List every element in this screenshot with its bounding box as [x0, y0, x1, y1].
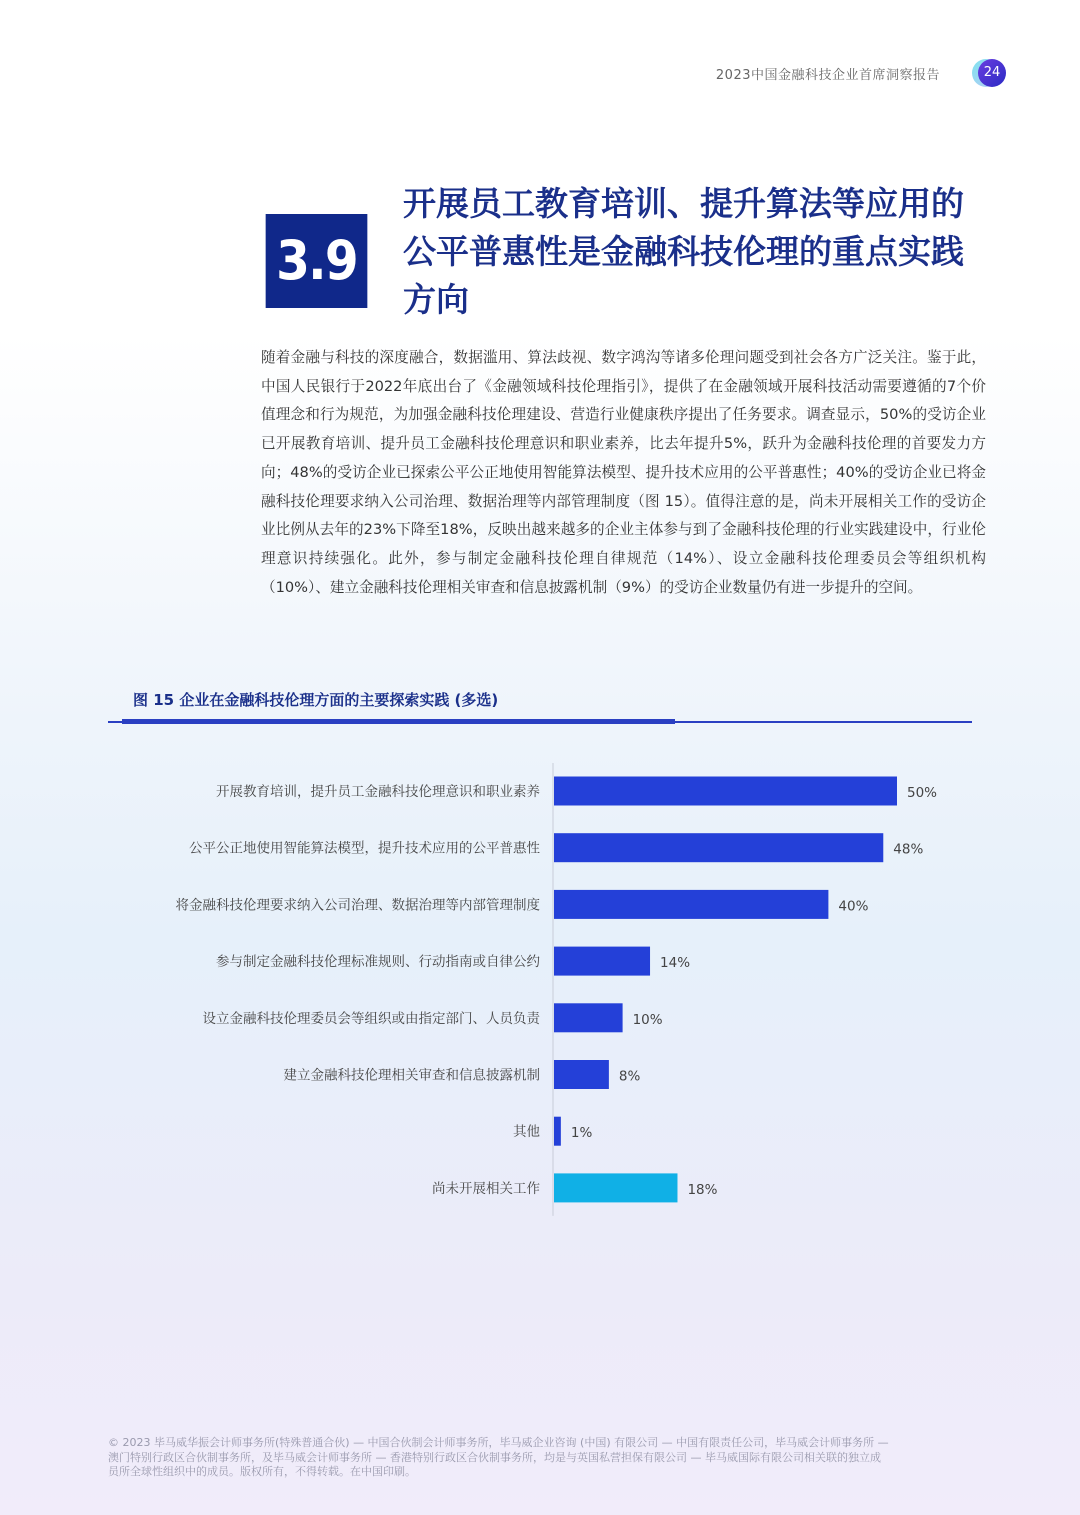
bar — [554, 1003, 623, 1032]
bar — [554, 1173, 677, 1202]
bar — [554, 777, 897, 806]
bar — [554, 890, 828, 919]
copyright-footer — [108, 1436, 978, 1480]
value-label: 40% — [838, 898, 869, 915]
footer-line-2: 澳门特别行政区合伙制事务所，及毕马威会计师事务所 — 香港特别行政区合伙制事务所，均是与英国私营担保有限公司 — 毕马威国际有限公司相关联的独立成 — [108, 1450, 881, 1464]
category-label: 开展教育培训，提升员工金融科技伦理意识和职业素养 — [216, 784, 540, 800]
page-number-badge — [970, 58, 1010, 88]
category-label: 设立金融科技伦理委员会等组织或由指定部门、人员负责 — [202, 1010, 540, 1027]
category-label: 其他 — [513, 1124, 540, 1141]
value-label: 14% — [660, 955, 691, 972]
page-number: 24 — [978, 59, 1006, 87]
value-label: 8% — [618, 1068, 641, 1085]
bar — [554, 947, 650, 976]
figure-title: 图 15 企业在金融科技伦理方面的主要探索实践 (多选) — [133, 691, 499, 709]
value-label: 1% — [570, 1125, 593, 1142]
bar — [554, 1117, 561, 1146]
body-paragraph: 随着金融与科技的深度融合，数据滥用、算法歧视、数字鸿沟等诸多伦理问题受到社会各方广泛关注。鉴于此，中国人民银行于2022年底出台了《金融领域科技伦理指引》，提供了在金融领域开展科技活动需要遵循的7个价值理念和行为规范，为加强金融科技伦理建设、营造行业健康秩序提出了任务要求。调查显示，50%的受访企业已开展教育培训、提升员工金融科技伦理意识和职业素养，比去年提升5%，跃升为金融科技伦理的首要发力方向；48%的受访企业已探索公平公正地使用智能算法模型、提升技术应用的公平普惠性；40%的受访企业已将金融科技伦理要求纳入公司治理、数据治理等内部管理制度（图 15）。值得注意的是，尚未开展相关工作的受访企业比例从去年的23%下降至18%，反映出越来越多的企业主体参与到了金融科技伦理的行业实践建设中，行业伦理意识持续强化。此外，参与制定金融科技伦理自律规范（14%）、设立金融科技伦理委员会等组织机构（10%）、建立金融科技伦理相关审查和信息披露机制（9%）的受访企业数量仍有进一步提升的空间。 — [261, 349, 986, 596]
value-label: 10% — [632, 1011, 663, 1028]
category-label: 参与制定金融科技伦理标准规则、行动指南或自律公约 — [216, 954, 540, 971]
category-label: 将金融科技伦理要求纳入公司治理、数据治理等内部管理制度 — [175, 897, 540, 914]
bar — [554, 1060, 609, 1089]
footer-line-1: © 2023 毕马威华振会计师事务所(特殊普通合伙) — 中国合伙制会计师事务所，毕马威企业咨询 (中国) 有限公司 — 中国有限责任公司，毕马威会计师事务所 — — [108, 1436, 889, 1449]
value-label: 18% — [687, 1181, 718, 1198]
category-label: 建立金融科技伦理相关审查和信息披露机制 — [283, 1067, 540, 1084]
value-label: 50% — [907, 785, 938, 801]
footer-line-3: 员所全球性组织中的成员。版权所有，不得转载。在中国印刷。 — [108, 1465, 416, 1478]
report-title: 2023中国金融科技企业首席洞察报告 — [715, 68, 940, 83]
section-number: 3.9 — [266, 214, 368, 308]
value-label: 48% — [893, 841, 924, 858]
category-label: 公平公正地使用智能算法模型，提升技术应用的公平普惠性 — [189, 840, 540, 857]
bar — [554, 833, 883, 862]
section-title: 开展员工教育培训、提升算法等应用的公平普惠性是金融科技伦理的重点实践方向 — [403, 184, 964, 319]
figure-title-accent-rule — [122, 719, 675, 724]
category-label: 尚未开展相关工作 — [432, 1180, 540, 1197]
